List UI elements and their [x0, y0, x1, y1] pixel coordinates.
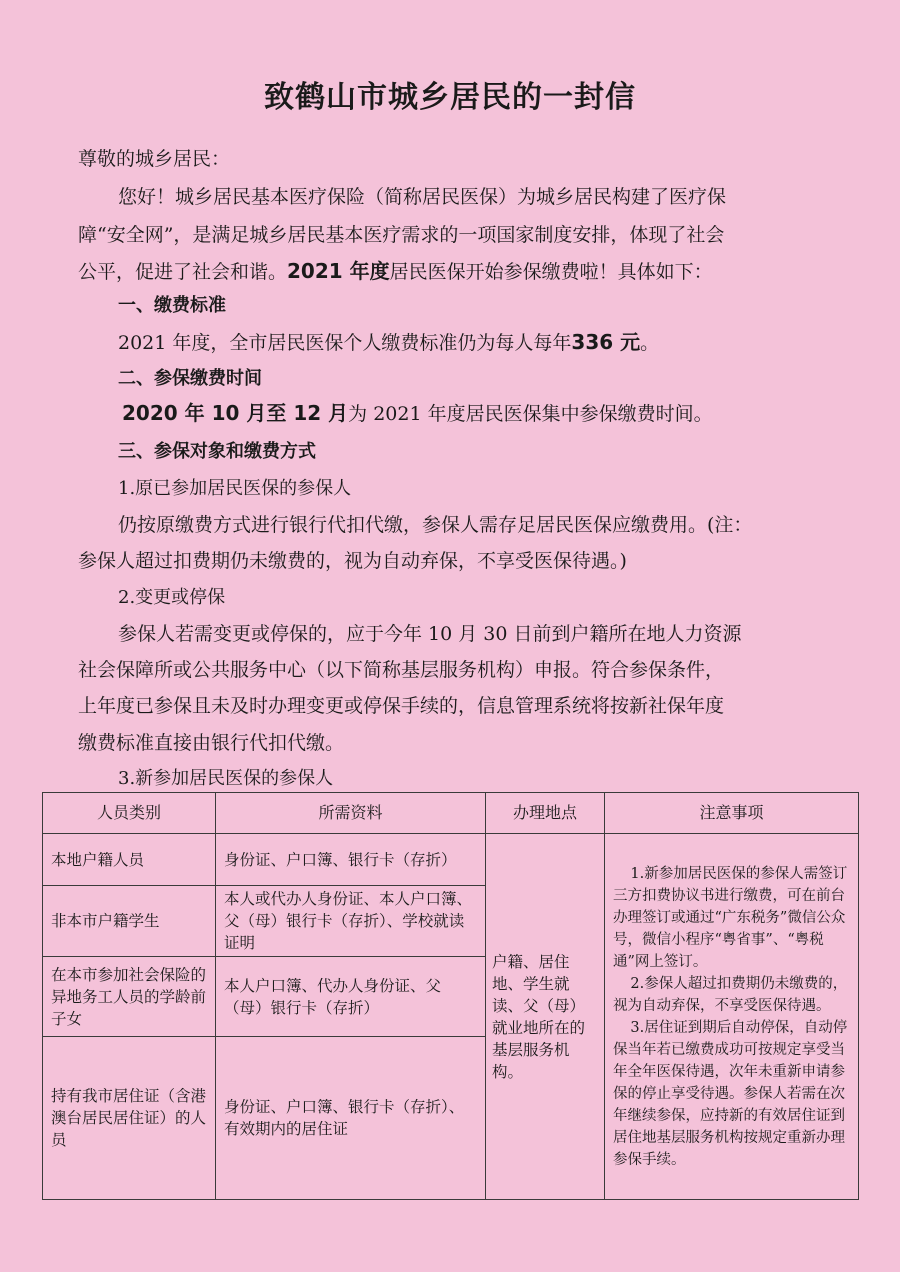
row-category: 持有我市居住证（含港澳台居民居住证）的人员 — [43, 1037, 216, 1200]
row-materials: 身份证、户口簿、银行卡（存折） — [216, 834, 486, 886]
sub3-title: 3.新参加居民医保的参保人 — [118, 768, 334, 789]
section2-period: 2020 年 10 月至 12 月 — [122, 401, 349, 425]
table-header-category: 人员类别 — [43, 793, 216, 834]
row-materials: 本人户口簿、代办人身份证、父（母）银行卡（存折） — [216, 957, 486, 1037]
salutation: 尊敬的城乡居民： — [78, 148, 231, 170]
row-materials: 本人或代办人身份证、本人户口簿、父（母）银行卡（存折）、学校就读证明 — [216, 886, 486, 957]
table-header-place: 办理地点 — [486, 793, 605, 834]
section2-text-b: 为 2021 年度居民医保集中参保缴费时间。 — [348, 403, 713, 425]
section2-text — [122, 401, 713, 426]
section3-heading: 三、参保对象和缴费方式 — [118, 441, 316, 462]
intro-line-3 — [78, 259, 713, 284]
section1-text-a: 2021 年度，全市居民医保个人缴费标准仍为每人每年 — [118, 332, 572, 354]
table-header-row — [43, 793, 859, 834]
intro-year-bold: 2021 年度 — [287, 259, 390, 283]
page-title: 致鹤山市城乡居民的一封信 — [264, 80, 636, 115]
intro-text-b: 居民医保开始参保缴费啦！具体如下： — [389, 261, 713, 283]
section2-heading: 二、参保缴费时间 — [118, 368, 262, 389]
row-category: 在本市参加社会保险的异地务工人员的学龄前子女 — [43, 957, 216, 1037]
note-item: 3.居住证到期后自动停保，自动停保当年若已缴费成功可按规定享受当年全年医保待遇，次年未重新申请参保的停止享受待遇。参保人若需在次年继续参保，应持新的有效居住证到居住地基层服务机构按规定重新办理参保手续。 — [613, 1019, 848, 1168]
sub2-line-2: 社会保障所或公共服务中心（以下简称基层服务机构）申报。符合参保条件， — [78, 659, 725, 681]
enrollment-table — [42, 792, 859, 1200]
table-header-notes: 注意事项 — [605, 793, 859, 834]
intro-text-a: 公平，促进了社会和谐。 — [78, 261, 288, 283]
intro-line-1: 您好！城乡居民基本医疗保险（简称居民医保）为城乡居民构建了医疗保 — [118, 186, 727, 208]
row-category: 本地户籍人员 — [43, 834, 216, 886]
sub2-line-4: 缴费标准直接由银行代扣代缴。 — [78, 732, 345, 754]
row-materials: 身份证、户口簿、银行卡（存折）、有效期内的居住证 — [216, 1037, 486, 1200]
sub2-title: 2.变更或停保 — [118, 587, 226, 608]
notes-cell — [605, 834, 859, 1200]
section1-text — [118, 330, 659, 355]
section1-amount: 336 元 — [571, 330, 641, 354]
sub1-line-1: 仍按原缴费方式进行银行代扣代缴，参保人需存足居民医保应缴费用。(注： — [118, 514, 753, 536]
sub1-title: 1.原已参加居民医保的参保人 — [118, 478, 352, 499]
sub2-line-1: 参保人若需变更或停保的，应于今年 10 月 30 日前到户籍所在地人力资源 — [118, 623, 742, 645]
table-header-materials: 所需资料 — [216, 793, 486, 834]
note-item: 2.参保人超过扣费期仍未缴费的，视为自动弃保，不享受医保待遇。 — [613, 975, 848, 1014]
note-item: 1.新参加居民医保的参保人需签订三方扣费协议书进行缴费，可在前台办理签订或通过“广东税务”微信公众号，微信小程序“粤省事”、“粤税通”网上签订。 — [613, 865, 848, 970]
intro-line-2: 障“安全网”，是满足城乡居民基本医疗需求的一项国家制度安排，体现了社会 — [78, 224, 725, 246]
handling-place: 户籍、居住地、学生就读、父（母）就业地所在的基层服务机构。 — [486, 834, 605, 1200]
section1-text-b: 。 — [640, 332, 660, 354]
sub2-line-3: 上年度已参保且未及时办理变更或停保手续的，信息管理系统将按新社保年度 — [78, 695, 725, 717]
row-category: 非本市户籍学生 — [43, 886, 216, 957]
table-row — [43, 834, 859, 886]
sub1-line-2: 参保人超过扣费期仍未缴费的，视为自动弃保，不享受医保待遇。) — [78, 550, 627, 572]
section1-heading: 一、缴费标准 — [118, 295, 226, 316]
